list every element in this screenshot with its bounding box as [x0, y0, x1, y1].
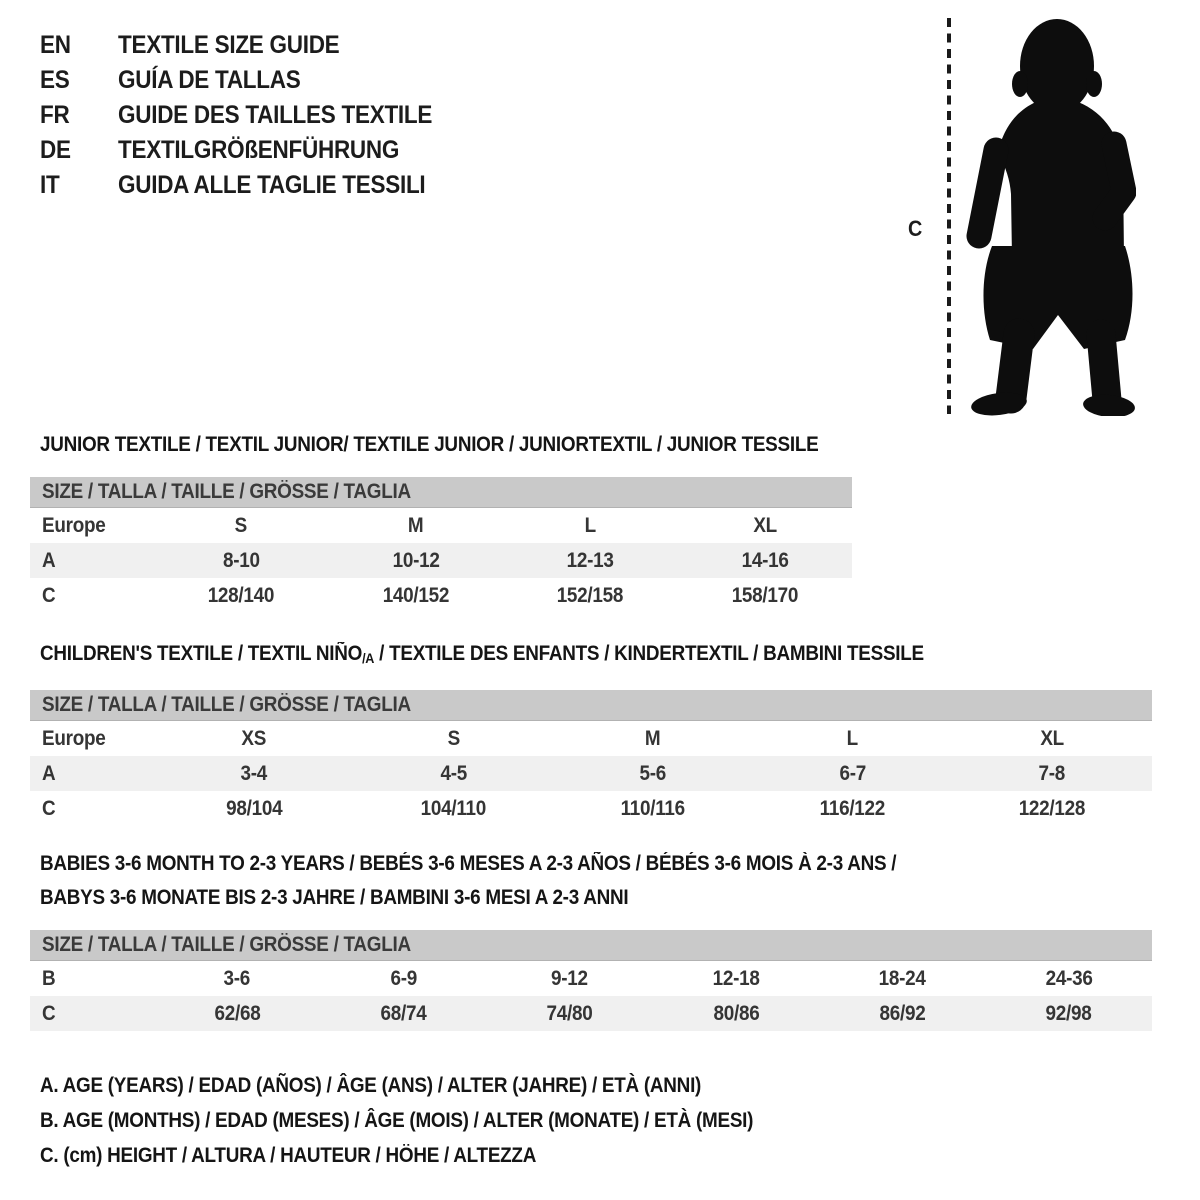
table-row-b: [30, 961, 1152, 996]
size-value-cell: [952, 797, 1152, 821]
size-value-text: XS: [241, 726, 267, 750]
size-value-cell: [553, 797, 753, 821]
size-value-cell: [354, 797, 554, 821]
toddler-silhouette-icon: [966, 16, 1136, 416]
size-value-text: 122/128: [1018, 796, 1086, 820]
size-value-text: 110/116: [620, 796, 686, 820]
size-value-text: 8-10: [222, 548, 260, 572]
size-value-cell: [154, 549, 329, 573]
legend-block: [40, 1068, 832, 1173]
section-title-junior: [40, 428, 1200, 462]
language-code: [40, 98, 118, 133]
size-value-text: 92/98: [1045, 1001, 1092, 1025]
size-value-text: 104/110: [420, 796, 487, 820]
size-value-cell: [320, 1002, 486, 1026]
size-value-cell: [329, 584, 504, 608]
junior-size-table: [30, 477, 852, 613]
language-code-text: ES: [40, 66, 70, 94]
size-value-text: 140/152: [382, 583, 449, 607]
size-value-text: 7-8: [1038, 761, 1066, 785]
size-value-text: 9-12: [551, 966, 589, 990]
size-value-cell: [678, 514, 853, 538]
size-value-text: 158/170: [731, 583, 798, 607]
size-value-cell: [986, 967, 1152, 991]
size-header-band: [30, 477, 852, 508]
table-row-europe: [30, 721, 1152, 756]
size-value-cell: [503, 584, 678, 608]
section-title-text: BABIES 3-6 MONTH TO 2-3 YEARS / BEBÉS 3-6 MESES A 2-3 AÑOS / BÉBÉS 3-6 MOIS À 2-3 ANS /: [40, 852, 897, 875]
size-value-cell: [329, 549, 504, 573]
height-measure-label-text: C: [908, 216, 923, 241]
size-value-cell: [320, 967, 486, 991]
row-label-text: C: [42, 796, 56, 820]
row-label-text: C: [42, 583, 56, 607]
size-value-cell: [819, 1002, 985, 1026]
size-value-text: 3-4: [240, 761, 268, 785]
size-value-text: 68/74: [380, 1001, 427, 1025]
table-row-a: [30, 543, 852, 578]
size-header-text: SIZE / TALLA / TAILLE / GRÖSSE / TAGLIA: [42, 480, 411, 503]
size-value-text: 3-6: [223, 966, 251, 990]
section-title-line: [40, 881, 1200, 915]
language-label: TEXTILGRÖßENFÜHRUNG: [118, 136, 400, 164]
size-value-cell: [503, 549, 678, 573]
size-value-text: 12-13: [566, 548, 614, 572]
section-title-children: [40, 637, 1200, 675]
section-babies: [0, 847, 1200, 1031]
language-code-text: FR: [40, 101, 70, 129]
section-title-text: JUNIOR TEXTILE / TEXTIL JUNIOR/ TEXTILE JUNIOR / JUNIORTEXTIL / JUNIOR TESSILE: [40, 433, 819, 456]
row-label-text: A: [42, 548, 56, 572]
language-row-it: [40, 168, 467, 203]
size-value-cell: [952, 762, 1152, 786]
size-value-cell: [354, 727, 554, 751]
size-value-cell: [487, 967, 653, 991]
size-value-text: 10-12: [392, 548, 440, 572]
size-value-cell: [653, 967, 819, 991]
legend-line-c: [40, 1138, 832, 1173]
row-label-cell: [30, 727, 154, 751]
size-value-text: 18-24: [878, 966, 926, 990]
size-header-band: [30, 690, 1152, 721]
size-value-text: S: [447, 726, 460, 750]
height-measure-label: [908, 216, 924, 242]
size-value-cell: [154, 514, 329, 538]
section-title-text: BABYS 3-6 MONATE BIS 2-3 JAHRE / BAMBINI 3-6 MESI A 2-3 ANNI: [40, 886, 629, 909]
size-value-text: 128/140: [208, 583, 275, 607]
title-post: / TEXTILE DES ENFANTS / KINDERTEXTIL / BAMBINI TESSILE: [374, 642, 924, 665]
size-value-text: 12-18: [712, 966, 760, 990]
size-value-cell: [678, 549, 853, 573]
legend-line-a: [40, 1068, 832, 1103]
row-label-cell: [30, 967, 154, 991]
size-value-text: XL: [752, 513, 777, 537]
language-code-text: IT: [40, 171, 60, 199]
language-label: GUIDE DES TAILLES TEXTILE: [118, 101, 433, 129]
size-value-cell: [154, 762, 354, 786]
language-code-text: EN: [40, 31, 71, 59]
size-value-cell: [952, 727, 1152, 751]
language-label: GUIDA ALLE TAGLIE TESSILI: [118, 171, 426, 199]
size-value-cell: [553, 727, 753, 751]
height-measure-dashed-line: [944, 14, 954, 418]
size-value-text: M: [645, 726, 661, 750]
row-label-cell: [30, 1002, 154, 1026]
language-code: [40, 63, 118, 98]
size-value-cell: [487, 1002, 653, 1026]
size-header-text: SIZE / TALLA / TAILLE / GRÖSSE / TAGLIA: [42, 933, 411, 956]
language-row-de: [40, 133, 467, 168]
row-label-text: Europe: [42, 726, 106, 750]
size-value-text: 152/158: [557, 583, 624, 607]
size-value-text: L: [846, 726, 859, 750]
row-label-cell: [30, 514, 154, 538]
size-header-band: [30, 930, 1152, 961]
row-label-cell: [30, 549, 154, 573]
size-header-text: SIZE / TALLA / TAILLE / GRÖSSE / TAGLIA: [42, 693, 411, 716]
size-value-text: L: [584, 513, 596, 537]
size-value-cell: [753, 797, 953, 821]
language-row-en: [40, 28, 467, 63]
size-value-cell: [154, 797, 354, 821]
size-value-cell: [653, 1002, 819, 1026]
section-title-line: [40, 637, 1200, 675]
legend-line-text: C. (cm) HEIGHT / ALTURA / HAUTEUR / HÖHE / ALTEZZA: [40, 1144, 537, 1167]
size-value-cell: [753, 727, 953, 751]
language-code: [40, 28, 118, 63]
section-title-babies: [40, 847, 1200, 915]
size-value-text: 116/122: [819, 796, 886, 820]
section-children: [0, 637, 1200, 826]
size-value-text: 14-16: [741, 548, 789, 572]
size-value-text: 62/68: [214, 1001, 261, 1025]
size-value-cell: [329, 514, 504, 538]
size-value-cell: [553, 762, 753, 786]
section-title-line: [40, 428, 1200, 462]
size-value-text: 5-6: [639, 761, 667, 785]
size-value-text: 24-36: [1045, 966, 1093, 990]
size-value-cell: [753, 762, 953, 786]
section-title-text: [40, 637, 924, 675]
language-row-es: [40, 63, 467, 98]
size-value-text: M: [408, 513, 424, 537]
size-value-text: 4-5: [440, 761, 467, 785]
children-size-table: [30, 690, 1152, 826]
size-value-text: 74/80: [546, 1001, 593, 1025]
size-value-cell: [678, 584, 853, 608]
size-value-text: S: [235, 513, 248, 537]
language-title-block: [40, 28, 467, 203]
size-value-text: 98/104: [225, 796, 282, 820]
row-label-cell: [30, 762, 154, 786]
legend-line-b: [40, 1103, 832, 1138]
section-junior: [0, 428, 1200, 613]
table-row-a: [30, 756, 1152, 791]
row-label-cell: [30, 584, 154, 608]
table-row-c: [30, 578, 852, 613]
section-title-line: [40, 847, 1200, 881]
size-value-text: 86/92: [879, 1001, 926, 1025]
table-row-c: [30, 996, 1152, 1031]
row-label-cell: [30, 797, 154, 821]
size-value-text: 6-7: [839, 761, 866, 785]
legend-line-text: A. AGE (YEARS) / EDAD (AÑOS) / ÂGE (ANS) / ALTER (JAHRE) / ETÀ (ANNI): [40, 1074, 702, 1097]
size-value-text: 6-9: [390, 966, 417, 990]
table-row-c: [30, 791, 1152, 826]
size-value-cell: [819, 967, 985, 991]
size-value-cell: [154, 584, 329, 608]
language-row-fr: [40, 98, 467, 133]
size-value-cell: [503, 514, 678, 538]
babies-size-table: [30, 930, 1152, 1031]
title-pre: CHILDREN'S TEXTILE / TEXTIL NIÑO: [40, 642, 363, 665]
size-value-text: XL: [1040, 726, 1064, 750]
language-code: [40, 168, 118, 203]
size-value-cell: [154, 967, 320, 991]
language-code: [40, 133, 118, 168]
language-label: GUÍA DE TALLAS: [118, 66, 301, 94]
size-value-cell: [986, 1002, 1152, 1026]
size-value-cell: [354, 762, 554, 786]
row-label-text: Europe: [42, 513, 106, 537]
language-label: TEXTILE SIZE GUIDE: [118, 31, 340, 59]
size-value-cell: [154, 727, 354, 751]
size-value-cell: [154, 1002, 320, 1026]
table-row-europe: [30, 508, 852, 543]
language-code-text: DE: [40, 136, 71, 164]
legend-line-text: B. AGE (MONTHS) / EDAD (MESES) / ÂGE (MOIS) / ALTER (MONATE) / ETÀ (MESI): [40, 1109, 754, 1132]
row-label-text: B: [42, 966, 56, 990]
size-value-text: 80/86: [713, 1001, 760, 1025]
title-subscript: /A: [362, 650, 375, 666]
row-label-text: C: [42, 1001, 56, 1025]
row-label-text: A: [42, 761, 56, 785]
